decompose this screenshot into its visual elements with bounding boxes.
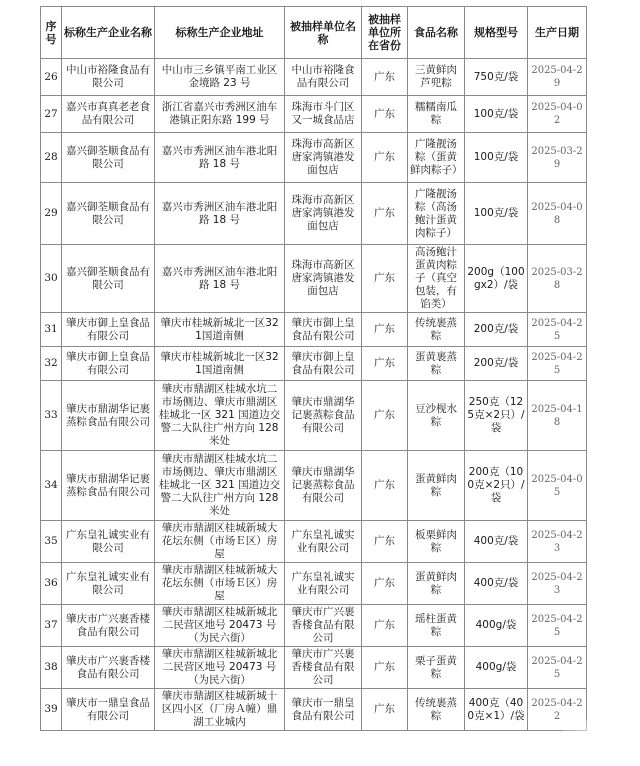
cell-address: 肇庆市鼎湖区桂城新城北二民营区地号 20473 号（为民六街） xyxy=(155,605,285,647)
cell-index: 30 xyxy=(41,245,62,313)
cell-spec: 100克/袋 xyxy=(465,96,528,133)
cell-province: 广东 xyxy=(362,605,408,647)
cell-food-name: 蛋黄鲜肉粽 xyxy=(408,563,465,605)
table-row xyxy=(41,381,587,451)
cell-sampled-unit: 广东皇礼诚实业有限公司 xyxy=(285,521,362,563)
cell-address: 肇庆市鼎湖区桂城新城大花坛东侧（市场Ｅ区）房屋 xyxy=(155,521,285,563)
cell-manufacturer: 广东皇礼诚实业有限公司 xyxy=(62,521,155,563)
cell-spec: 200克/袋 xyxy=(465,313,528,347)
table-row xyxy=(41,313,587,347)
cell-province: 广东 xyxy=(362,689,408,731)
cell-index: 38 xyxy=(41,647,62,689)
cell-sampled-unit: 珠海市斗门区又一城食品店 xyxy=(285,96,362,133)
cell-index: 39 xyxy=(41,689,62,731)
cell-address: 浙江省嘉兴市秀洲区油车港镇正阳东路 199 号 xyxy=(155,96,285,133)
cell-spec: 250克（125克×2只）/袋 xyxy=(465,381,528,451)
cell-food-name: 豆沙枧水粽 xyxy=(408,381,465,451)
cell-food-name: 广隆靓汤粽（高汤鲍汁蛋黄肉粽子） xyxy=(408,183,465,245)
table-row xyxy=(41,689,587,731)
cell-spec: 400克/袋 xyxy=(465,563,528,605)
cell-food-name: 高汤鲍汁蛋黄肉粽子（真空包装，有馅类） xyxy=(408,245,465,313)
cell-manufacturer: 肇庆市一鼎皇食品有限公司 xyxy=(62,689,155,731)
cell-food-name: 广隆靓汤粽（蛋黄鲜肉粽子） xyxy=(408,133,465,183)
cell-province: 广东 xyxy=(362,59,408,96)
cell-province: 广东 xyxy=(362,451,408,521)
cell-spec: 200克（100克×2只）/袋 xyxy=(465,451,528,521)
table-row xyxy=(41,521,587,563)
cell-food-name: 糯糯南瓜粽 xyxy=(408,96,465,133)
cell-index: 34 xyxy=(41,451,62,521)
cell-index: 28 xyxy=(41,133,62,183)
cell-address: 肇庆市鼎湖区桂城新城北二民营区地号 20473 号（为民六街） xyxy=(155,647,285,689)
cell-production-date: 2025-04-05 xyxy=(528,451,587,521)
header-cell-province: 被抽样单位所在省份 xyxy=(362,7,408,59)
cell-spec: 400克（400克×1）/袋 xyxy=(465,689,528,731)
cell-sampled-unit: 肇庆市御上皇食品有限公司 xyxy=(285,347,362,381)
cell-spec: 100克/袋 xyxy=(465,183,528,245)
cell-production-date: 2025-04-18 xyxy=(528,381,587,451)
table-body xyxy=(41,59,587,731)
cell-province: 广东 xyxy=(362,96,408,133)
cell-spec: 750克/袋 xyxy=(465,59,528,96)
cell-spec: 200克/袋 xyxy=(465,347,528,381)
header-cell-address: 标称生产企业地址 xyxy=(155,7,285,59)
table-row xyxy=(41,605,587,647)
cell-manufacturer: 肇庆市广兴裹香楼食品有限公司 xyxy=(62,647,155,689)
cell-province: 广东 xyxy=(362,347,408,381)
cell-province: 广东 xyxy=(362,521,408,563)
cell-index: 27 xyxy=(41,96,62,133)
cell-sampled-unit: 肇庆市御上皇食品有限公司 xyxy=(285,313,362,347)
cell-address: 肇庆市鼎湖区桂城新城十区四小区（厂房Ａ幢）鼎湖工业城内 xyxy=(155,689,285,731)
cell-production-date: 2025-04-25 xyxy=(528,313,587,347)
cell-province: 广东 xyxy=(362,647,408,689)
cell-province: 广东 xyxy=(362,183,408,245)
cell-food-name: 板栗鲜肉粽 xyxy=(408,521,465,563)
cell-production-date: 2025-04-08 xyxy=(528,183,587,245)
cell-production-date: 2025-04-25 xyxy=(528,605,587,647)
cell-production-date: 2025-04-22 xyxy=(528,689,587,731)
cell-production-date: 2025-04-23 xyxy=(528,563,587,605)
cell-sampled-unit: 珠海市高新区唐家湾镇港发面包店 xyxy=(285,133,362,183)
header-cell-index: 序号 xyxy=(41,7,62,59)
cell-address: 嘉兴市秀洲区油车港北阳路 18 号 xyxy=(155,245,285,313)
cell-production-date: 2025-04-23 xyxy=(528,521,587,563)
header-cell-food-name: 食品名称 xyxy=(408,7,465,59)
cell-production-date: 2025-04-25 xyxy=(528,347,587,381)
cell-sampled-unit: 肇庆市广兴裹香楼食品有限公司 xyxy=(285,647,362,689)
cell-spec: 400克/袋 xyxy=(465,521,528,563)
cell-production-date: 2025-04-29 xyxy=(528,59,587,96)
cell-manufacturer: 肇庆市御上皇食品有限公司 xyxy=(62,313,155,347)
cell-spec: 400g/袋 xyxy=(465,647,528,689)
sampling-results-table xyxy=(40,6,587,731)
cell-index: 31 xyxy=(41,313,62,347)
cell-address: 肇庆市桂城新城北一区321国道南侧 xyxy=(155,347,285,381)
table-row xyxy=(41,96,587,133)
cell-sampled-unit: 珠海市高新区唐家湾镇港发面包店 xyxy=(285,183,362,245)
cell-address: 肇庆市桂城新城北一区321国道南侧 xyxy=(155,313,285,347)
cell-food-name: 蛋黄裹蒸粽 xyxy=(408,347,465,381)
cell-sampled-unit: 肇庆市鼎湖华记裹蒸粽食品有限公司 xyxy=(285,381,362,451)
cell-production-date: 2025-03-29 xyxy=(528,133,587,183)
cell-index: 35 xyxy=(41,521,62,563)
cell-food-name: 瑶柱蛋黄粽 xyxy=(408,605,465,647)
cell-sampled-unit: 广东皇礼诚实业有限公司 xyxy=(285,563,362,605)
header-cell-spec: 规格型号 xyxy=(465,7,528,59)
cell-spec: 200g（100gx2）/袋 xyxy=(465,245,528,313)
cell-address: 嘉兴市秀洲区油车港北阳路 18 号 xyxy=(155,133,285,183)
cell-food-name: 传统裹蒸粽 xyxy=(408,313,465,347)
table-row xyxy=(41,245,587,313)
table-row xyxy=(41,451,587,521)
cell-manufacturer: 广东皇礼诚实业有限公司 xyxy=(62,563,155,605)
cell-manufacturer: 中山市裕隆食品有限公司 xyxy=(62,59,155,96)
cell-index: 32 xyxy=(41,347,62,381)
cell-address: 肇庆市鼎湖区桂城水坑二市场侧边、肇庆市鼎湖区桂城北一区 321 国道边交警二大队往广州方向 128 米处 xyxy=(155,451,285,521)
cell-manufacturer: 嘉兴市真真老老食品有限公司 xyxy=(62,96,155,133)
cell-index: 37 xyxy=(41,605,62,647)
cell-sampled-unit: 肇庆市广兴裹香楼食品有限公司 xyxy=(285,605,362,647)
cell-spec: 100克/袋 xyxy=(465,133,528,183)
cell-address: 嘉兴市秀洲区油车港北阳路 18 号 xyxy=(155,183,285,245)
cell-production-date: 2025-03-28 xyxy=(528,245,587,313)
cell-food-name: 蛋黄鲜肉粽 xyxy=(408,451,465,521)
table-header xyxy=(41,7,587,59)
table-row xyxy=(41,647,587,689)
cell-province: 广东 xyxy=(362,563,408,605)
cell-manufacturer: 嘉兴御荃顺食品有限公司 xyxy=(62,245,155,313)
cell-index: 36 xyxy=(41,563,62,605)
table-row xyxy=(41,563,587,605)
cell-manufacturer: 嘉兴御荃顺食品有限公司 xyxy=(62,133,155,183)
header-row xyxy=(41,7,587,59)
cell-manufacturer: 肇庆市广兴裹香楼食品有限公司 xyxy=(62,605,155,647)
cell-manufacturer: 嘉兴御荃顺食品有限公司 xyxy=(62,183,155,245)
cell-address: 中山市三乡镇平南工业区金境路 23 号 xyxy=(155,59,285,96)
cell-address: 肇庆市鼎湖区桂城新城大花坛东侧（市场Ｅ区）房屋 xyxy=(155,563,285,605)
cell-production-date: 2025-04-02 xyxy=(528,96,587,133)
table-row xyxy=(41,59,587,96)
table-row xyxy=(41,133,587,183)
cell-manufacturer: 肇庆市鼎湖华记裹蒸粽食品有限公司 xyxy=(62,451,155,521)
cell-sampled-unit: 肇庆市一鼎皇食品有限公司 xyxy=(285,689,362,731)
header-cell-sampled-unit: 被抽样单位名称 xyxy=(285,7,362,59)
cell-food-name: 三黄鲜肉芦兜粽 xyxy=(408,59,465,96)
cell-province: 广东 xyxy=(362,381,408,451)
header-cell-production-date: 生产日期 xyxy=(528,7,587,59)
cell-province: 广东 xyxy=(362,245,408,313)
cell-sampled-unit: 珠海市高新区唐家湾镇港发面包店 xyxy=(285,245,362,313)
cell-spec: 400g/袋 xyxy=(465,605,528,647)
cell-index: 26 xyxy=(41,59,62,96)
cell-food-name: 栗子蛋黄粽 xyxy=(408,647,465,689)
cell-index: 33 xyxy=(41,381,62,451)
table-row xyxy=(41,183,587,245)
cell-index: 29 xyxy=(41,183,62,245)
sampling-table-sheet xyxy=(40,6,586,731)
cell-manufacturer: 肇庆市御上皇食品有限公司 xyxy=(62,347,155,381)
header-cell-manufacturer: 标称生产企业名称 xyxy=(62,7,155,59)
cell-food-name: 传统裹蒸粽 xyxy=(408,689,465,731)
cell-manufacturer: 肇庆市鼎湖华记裹蒸粽食品有限公司 xyxy=(62,381,155,451)
cell-address: 肇庆市鼎湖区桂城水坑二市场侧边、肇庆市鼎湖区桂城北一区 321 国道边交警二大队往广州方向 128 米处 xyxy=(155,381,285,451)
cell-sampled-unit: 中山市裕隆食品有限公司 xyxy=(285,59,362,96)
cell-province: 广东 xyxy=(362,313,408,347)
cell-sampled-unit: 肇庆市鼎湖华记裹蒸粽食品有限公司 xyxy=(285,451,362,521)
cell-province: 广东 xyxy=(362,133,408,183)
table-row xyxy=(41,347,587,381)
cell-production-date: 2025-04-25 xyxy=(528,647,587,689)
